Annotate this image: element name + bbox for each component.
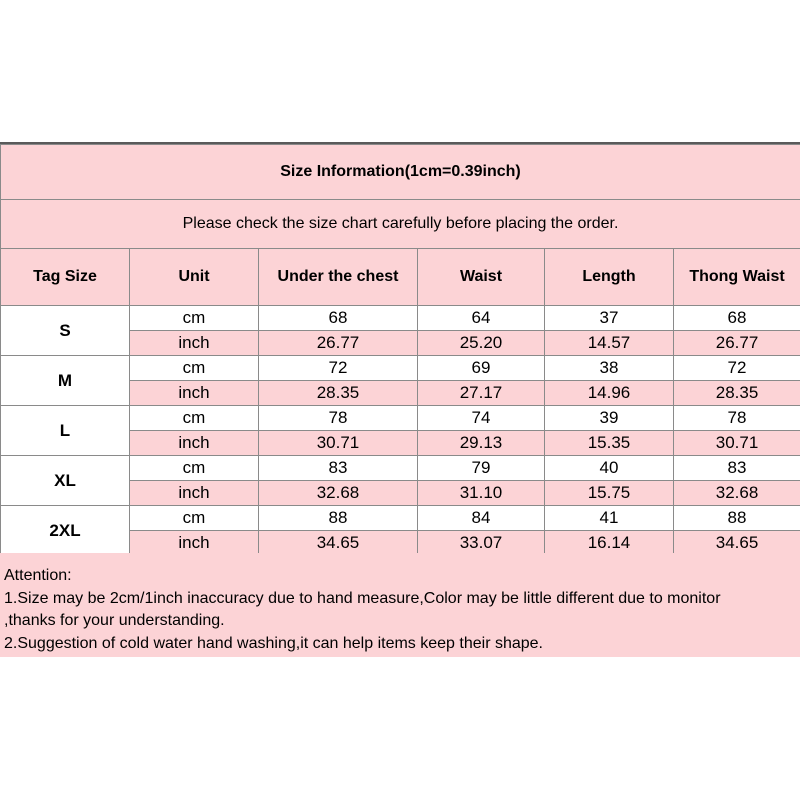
tag-size-cell: XL — [1, 456, 130, 506]
attention-heading: Attention: — [4, 567, 72, 584]
waist-cell: 29.13 — [418, 431, 545, 456]
waist-cell: 25.20 — [418, 331, 545, 356]
header-waist: Waist — [418, 249, 545, 306]
waist-cell: 69 — [418, 356, 545, 381]
size-row — [1, 506, 800, 531]
waist-cell: 27.17 — [418, 381, 545, 406]
length-cell: 16.14 — [545, 531, 674, 556]
under-chest-cell: 30.71 — [259, 431, 418, 456]
attention-notes — [0, 553, 800, 657]
unit-cell: inch — [130, 531, 259, 556]
thong-waist-cell: 68 — [674, 306, 800, 331]
header-length: Length — [545, 249, 674, 306]
header-row — [1, 249, 800, 306]
thong-waist-cell: 78 — [674, 406, 800, 431]
under-chest-cell: 88 — [259, 506, 418, 531]
size-row — [1, 456, 800, 481]
thong-waist-cell: 83 — [674, 456, 800, 481]
header-thong-waist: Thong Waist — [674, 249, 800, 306]
unit-cell: cm — [130, 506, 259, 531]
thong-waist-cell: 72 — [674, 356, 800, 381]
length-cell: 14.57 — [545, 331, 674, 356]
waist-cell: 84 — [418, 506, 545, 531]
waist-cell: 64 — [418, 306, 545, 331]
thong-waist-cell: 28.35 — [674, 381, 800, 406]
unit-cell: inch — [130, 331, 259, 356]
tag-size-cell: S — [1, 306, 130, 356]
under-chest-cell: 68 — [259, 306, 418, 331]
under-chest-cell: 32.68 — [259, 481, 418, 506]
unit-cell: cm — [130, 456, 259, 481]
under-chest-cell: 72 — [259, 356, 418, 381]
unit-cell: cm — [130, 306, 259, 331]
thong-waist-cell: 26.77 — [674, 331, 800, 356]
waist-cell: 79 — [418, 456, 545, 481]
length-cell: 41 — [545, 506, 674, 531]
tag-size-cell: 2XL — [1, 506, 130, 556]
under-chest-cell: 34.65 — [259, 531, 418, 556]
size-row — [1, 406, 800, 431]
waist-cell: 31.10 — [418, 481, 545, 506]
header-under-chest: Under the chest — [259, 249, 418, 306]
length-cell: 15.75 — [545, 481, 674, 506]
size-row — [1, 356, 800, 381]
under-chest-cell: 28.35 — [259, 381, 418, 406]
thong-waist-cell: 30.71 — [674, 431, 800, 456]
length-cell: 37 — [545, 306, 674, 331]
under-chest-cell: 78 — [259, 406, 418, 431]
thong-waist-cell: 34.65 — [674, 531, 800, 556]
unit-cell: cm — [130, 356, 259, 381]
size-table — [0, 144, 800, 556]
under-chest-cell: 26.77 — [259, 331, 418, 356]
length-cell: 15.35 — [545, 431, 674, 456]
chart-title: Size Information(1cm=0.39inch) — [1, 145, 800, 200]
length-cell: 38 — [545, 356, 674, 381]
waist-cell: 74 — [418, 406, 545, 431]
tag-size-cell: L — [1, 406, 130, 456]
waist-cell: 33.07 — [418, 531, 545, 556]
length-cell: 39 — [545, 406, 674, 431]
header-tag-size: Tag Size — [1, 249, 130, 306]
length-cell: 14.96 — [545, 381, 674, 406]
unit-cell: inch — [130, 381, 259, 406]
order-notice: Please check the size chart carefully before placing the order. — [1, 200, 800, 249]
attention-line-2: ,thanks for your understanding. — [4, 612, 225, 629]
header-unit: Unit — [130, 249, 259, 306]
attention-line-1: 1.Size may be 2cm/1inch inaccuracy due to hand measure,Color may be little different due to monitor — [4, 589, 721, 607]
unit-cell: cm — [130, 406, 259, 431]
unit-cell: inch — [130, 431, 259, 456]
length-cell: 40 — [545, 456, 674, 481]
size-row — [1, 306, 800, 331]
unit-cell: inch — [130, 481, 259, 506]
tag-size-cell: M — [1, 356, 130, 406]
size-chart — [0, 142, 800, 657]
attention-line-3: 2.Suggestion of cold water hand washing,it can help items keep their shape. — [4, 634, 543, 652]
thong-waist-cell: 88 — [674, 506, 800, 531]
thong-waist-cell: 32.68 — [674, 481, 800, 506]
under-chest-cell: 83 — [259, 456, 418, 481]
